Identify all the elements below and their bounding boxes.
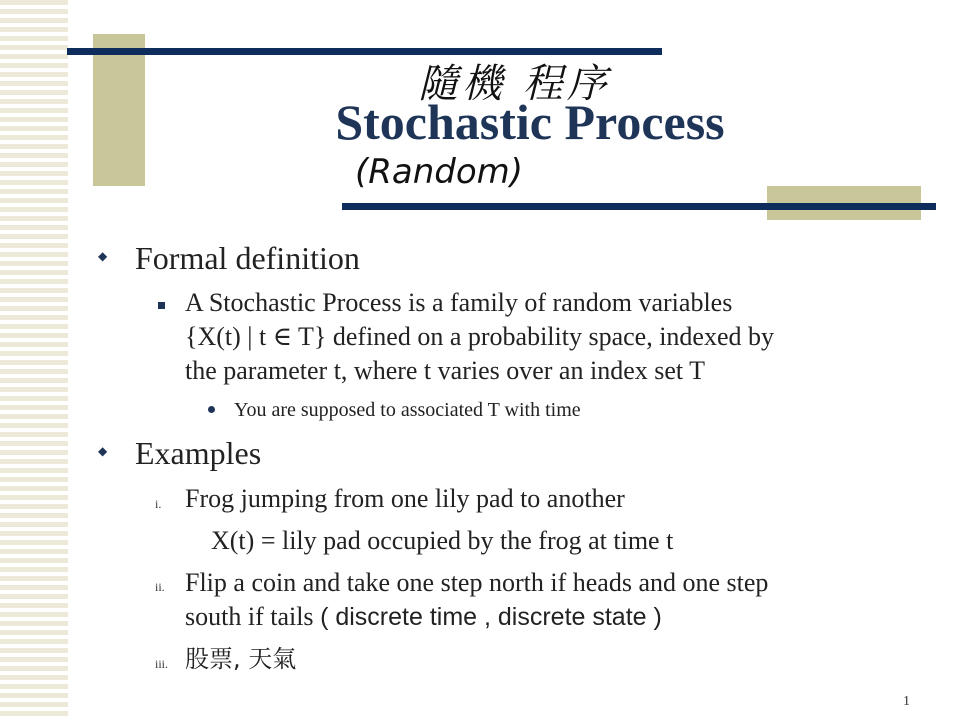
example-2-text: south if tails [185, 602, 314, 631]
example-2-annotation: ( discrete time , discrete state ) [320, 603, 662, 631]
heading-formal-definition: Formal definition [135, 240, 360, 276]
definition-sub-bullet: You are supposed to associated T with time [234, 399, 581, 421]
list-marker: iii. [155, 657, 169, 671]
example-3-line-1: 股票, 天氣 [185, 645, 297, 673]
heading-examples: Examples [135, 435, 262, 471]
example-1-line-1: Frog jumping from one lily pad to another [185, 484, 625, 513]
definition-line-1: A Stochastic Process is a family of random variables [185, 288, 733, 317]
example-1-line-2: X(t) = lily pad occupied by the frog at time t [211, 526, 674, 555]
handwritten-random-annotation: (Random) [355, 152, 524, 192]
navy-bar-bottom [342, 203, 936, 210]
diamond-bullet-icon: ◆ [98, 444, 108, 458]
list-marker: ii. [155, 580, 165, 594]
handwritten-chinese-annotation: 隨機 程序 [418, 61, 611, 107]
definition-line-3: the parameter t, where t varies over an index set T [185, 356, 706, 385]
round-bullet-icon [208, 406, 215, 413]
page-title: Stochastic Process [335, 94, 725, 150]
definition-line-2: {X(t) | t ∈ T} defined on a probability space, indexed by [185, 322, 774, 351]
page-number: 1 [903, 694, 910, 709]
square-bullet-icon [158, 302, 165, 309]
example-2-line-2 [185, 600, 662, 634]
example-2-line-1: Flip a coin and take one step north if heads and one step [185, 568, 769, 597]
list-marker: i. [155, 497, 162, 511]
diamond-bullet-icon: ◆ [98, 249, 108, 263]
